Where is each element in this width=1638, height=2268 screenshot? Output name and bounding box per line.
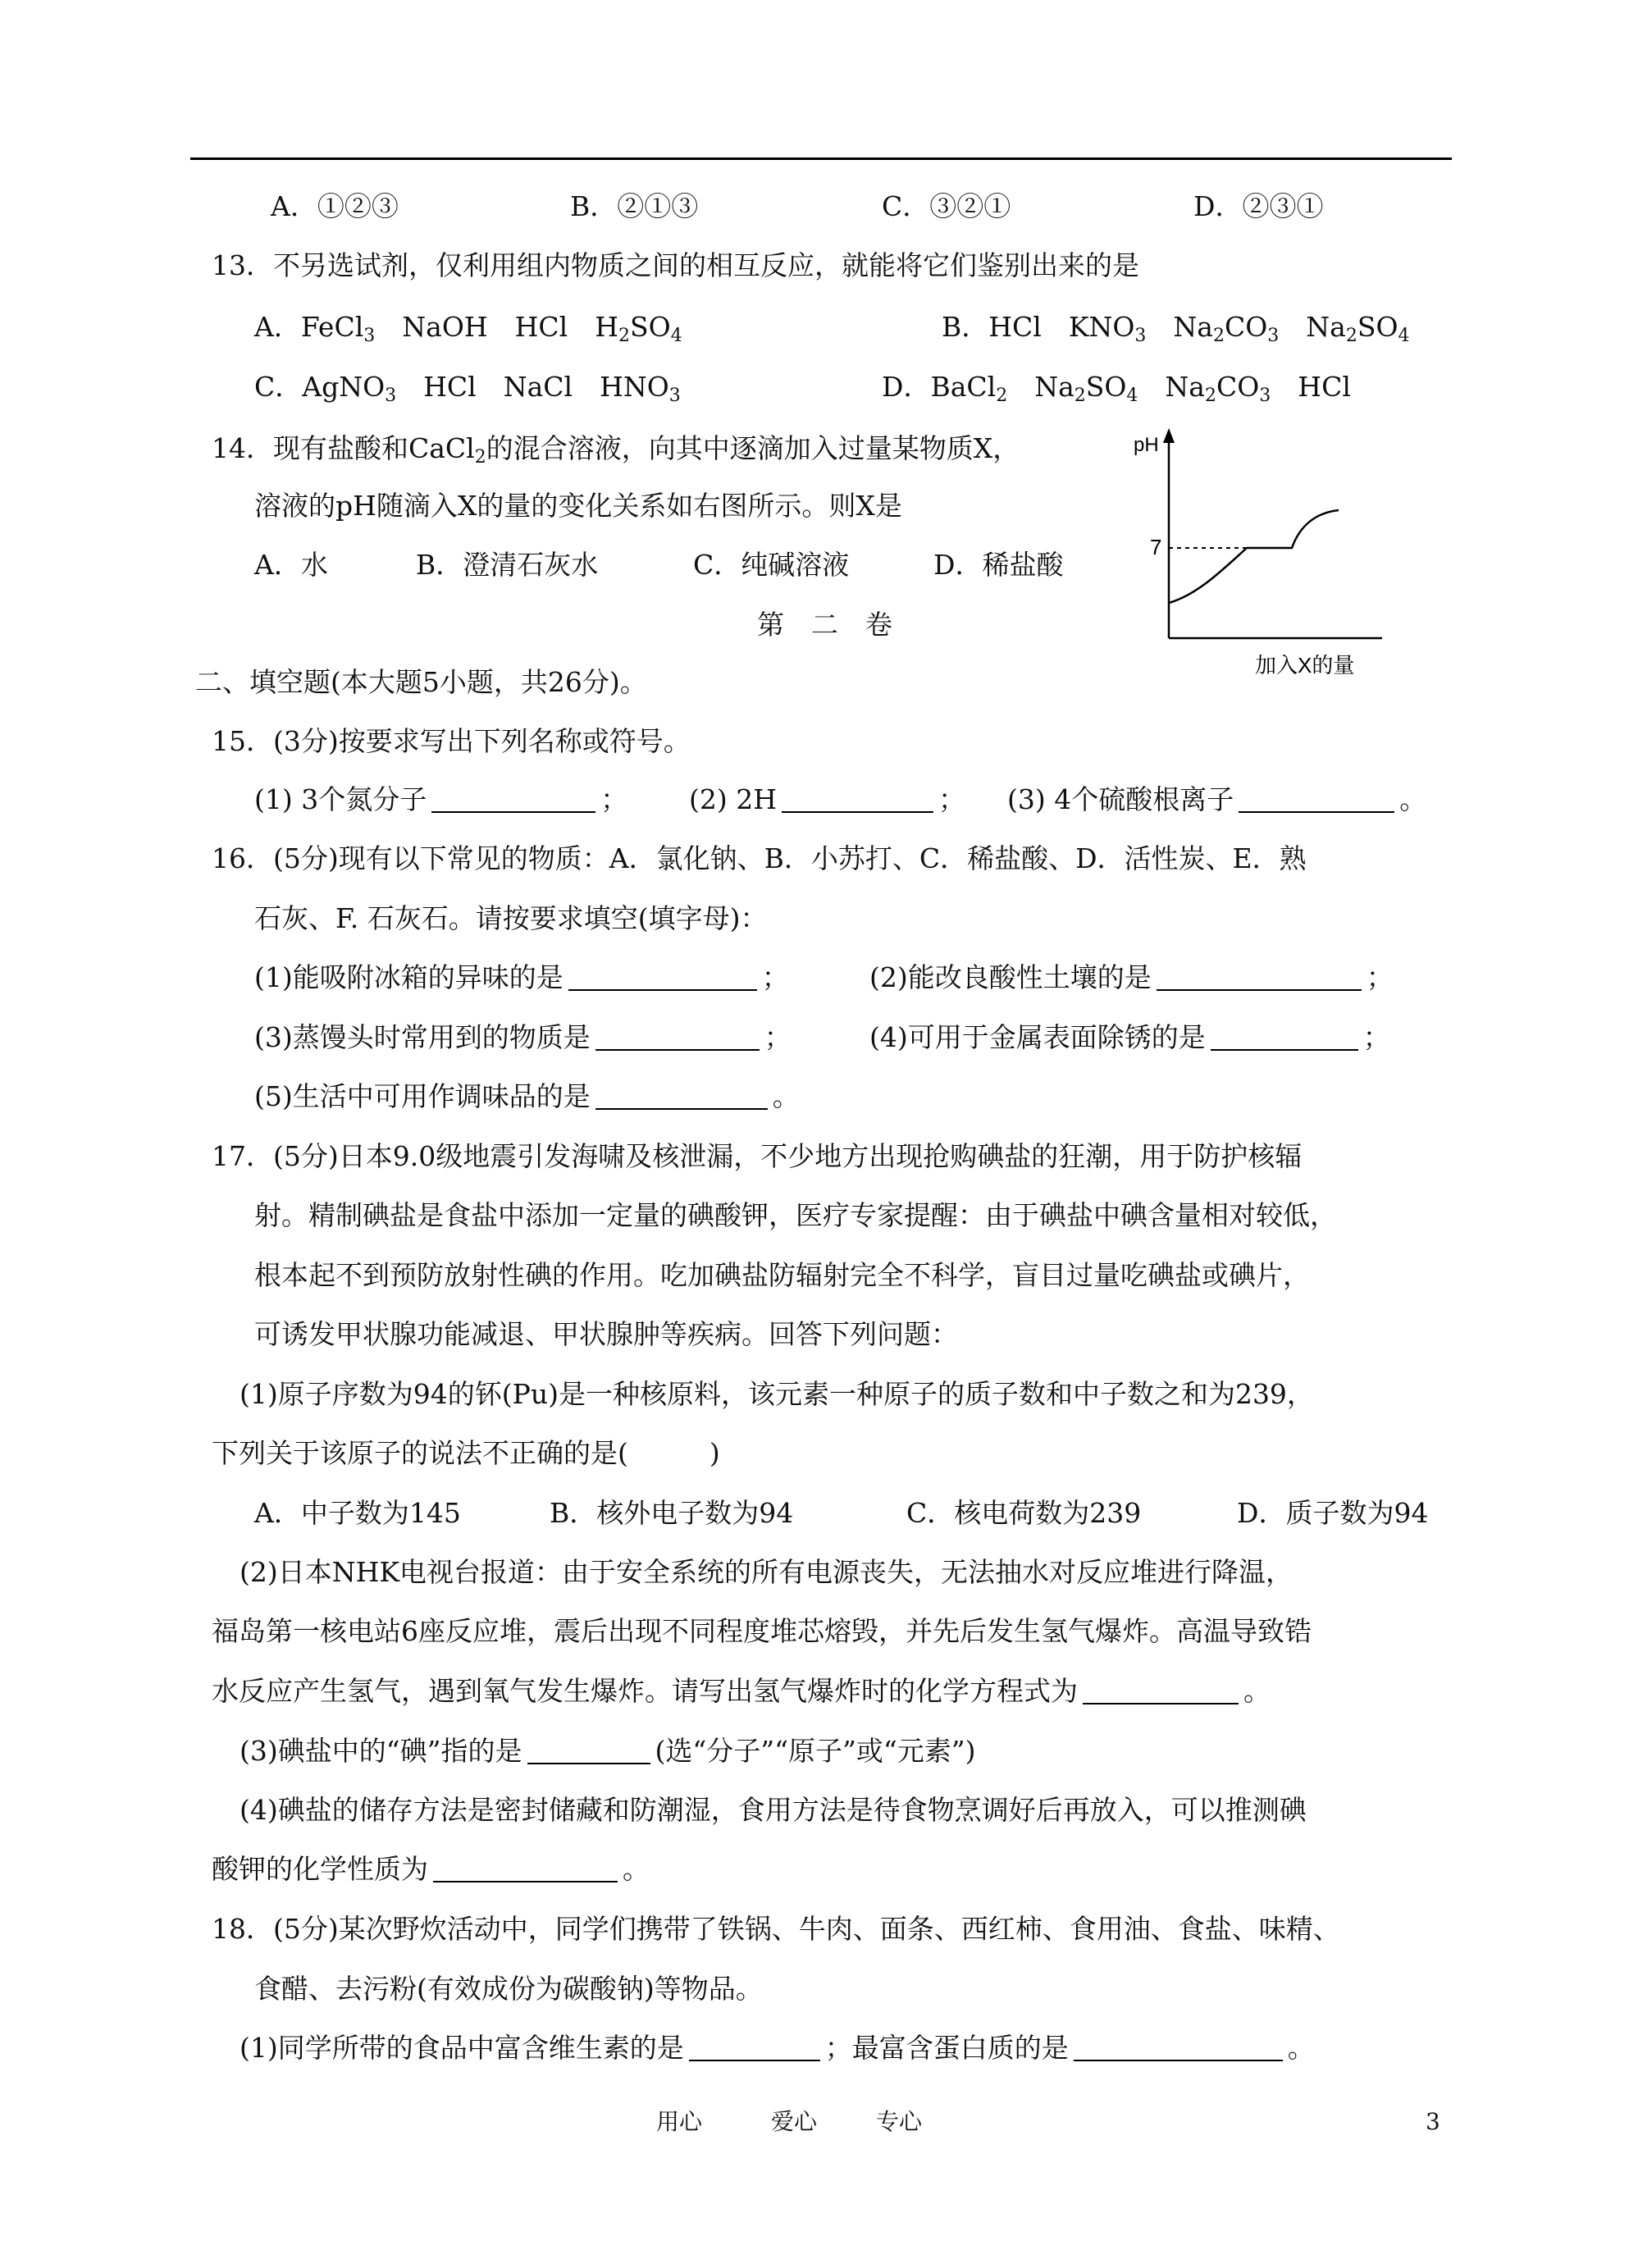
q16-part5-label: (5)生活中可用作调味品的是 [254, 1080, 591, 1112]
q17-option-a: A．中子数为145 [254, 1497, 461, 1529]
q16-part1-label: (1)能吸附冰箱的异味的是 [254, 961, 563, 993]
q17-stem-line3: 根本起不到预防放射性碘的作用。吃加碘盐防辐射完全不科学，盲目过量吃碘盐或碘片， [254, 1259, 1310, 1291]
q16-part2: (2)能改良酸性土壤的是 ； [869, 961, 1394, 993]
q17-sub3-tail: (选“分子”“原子”或“元素”) [655, 1735, 976, 1767]
q18-stem-line1: 18．(5分)某次野炊活动中，同学们携带了铁锅、牛肉、面条、西红柿、食用油、食盐、味精、 [212, 1913, 1340, 1945]
q13-option-a: A．FeCl$_3$ NaOH HCl $H_2SO_4$ [254, 311, 682, 346]
q13-stem: 13．不另选试剂，仅利用组内物质之间的相互反应，就能将它们鉴别出来的是 [212, 249, 1139, 281]
graph-y-arrow [1163, 428, 1175, 443]
q17-blank-3[interactable] [527, 1738, 650, 1764]
footer-left: 用心 [656, 2109, 703, 2134]
q15-part3-label: (3) 4个硫酸根离子 [1007, 783, 1234, 815]
q15-blank-3[interactable] [1239, 787, 1394, 813]
footer-mid: 爱心 [771, 2109, 818, 2134]
graph-y-label: pH [1134, 434, 1159, 456]
q16-blank-5[interactable] [595, 1084, 768, 1110]
q17-sub2-line2: 福岛第一核电站6座反应堆，震后出现不同程度堆芯熔毁，并先后发生氢气爆炸。高温导致锆 [212, 1615, 1312, 1647]
q14-option-c: C．纯碱溶液 [693, 549, 850, 581]
section-title: 第 二 卷 [757, 609, 892, 641]
q18-sub1: (1)同学所带的食品中富含维生素的是 ；最富含蛋白质的是 。 [240, 2032, 1315, 2064]
q15-stem: 15．(3分)按要求写出下列名称或符号。 [212, 725, 691, 757]
q16-stem-line1: 16．(5分)现有以下常见的物质：A．氯化钠、B．小苏打、C．稀盐酸、D．活性炭、E．熟 [212, 842, 1307, 874]
graph-x-label: 加入X的量 [1255, 653, 1355, 678]
q16-part3: (3)蒸馒头时常用到的物质是 ； [254, 1021, 792, 1053]
graph-tick-7: 7 [1150, 535, 1162, 559]
q15-blank-1[interactable] [431, 787, 595, 813]
q12-option-d: D．②③① [1193, 190, 1324, 222]
q18-blank-1[interactable] [689, 2035, 820, 2061]
q16-blank-4[interactable] [1211, 1024, 1358, 1051]
q16-blank-2[interactable] [1157, 965, 1362, 991]
q16-stem-line2: 石灰、F. 石灰石。请按要求填空(填字母)： [254, 902, 768, 934]
q17-blank-2[interactable] [1083, 1678, 1239, 1704]
q12-option-c: C．③②① [882, 190, 1011, 222]
q16-part2-label: (2)能改良酸性土壤的是 [869, 961, 1152, 993]
q17-stem-line4: 可诱发甲状腺功能减退、甲状腺肿等疾病。回答下列问题： [254, 1318, 958, 1350]
q17-sub4-line1: (4)碘盐的储存方法是密封储藏和防潮湿，食用方法是待食物烹调好后再放入，可以推测碘 [240, 1794, 1307, 1826]
q14-option-d: D．稀盐酸 [933, 549, 1064, 581]
q13-option-d: D．BaCl$_2$ $Na_2SO_4$ $Na_2CO_3$ HCl [882, 371, 1351, 406]
q17-blank-4[interactable] [433, 1856, 618, 1882]
q16-part4: (4)可用于金属表面除锈的是 ； [869, 1021, 1390, 1053]
q18-stem-line2: 食醋、去污粉(有效成份为碳酸钠)等物品。 [254, 1973, 763, 2005]
q16-blank-3[interactable] [595, 1024, 760, 1051]
q17-sub3 [240, 1735, 976, 1767]
q17-option-d: D．质子数为94 [1237, 1497, 1429, 1529]
q18-blank-2[interactable] [1074, 2035, 1283, 2061]
ph-graph [1132, 418, 1403, 685]
q15-part3: (3) 4个硫酸根离子 。 [1007, 783, 1427, 815]
q18-sub1-text-a: (1)同学所带的食品中富含维生素的是 [240, 2032, 684, 2064]
q14-stem-line2: 溶液的pH随滴入X的量的变化关系如右图所示。则X是 [254, 490, 902, 522]
q16-part3-label: (3)蒸馒头时常用到的物质是 [254, 1021, 591, 1053]
page-number: 3 [1426, 2108, 1440, 2135]
q17-sub1-line1: (1)原子序数为94的钚(Pu)是一种核原料，该元素一种原子的质子数和中子数之和为239， [240, 1378, 1314, 1410]
q17-sub3-text: (3)碘盐中的“碘”指的是 [240, 1735, 522, 1767]
q12-option-b: B．②①③ [570, 190, 699, 222]
q15-part1: (1) 3个氮分子 ； [254, 783, 628, 815]
q17-option-b: B．核外电子数为94 [550, 1497, 794, 1529]
footer-right: 专心 [876, 2109, 923, 2134]
q17-stem-line1: 17．(5分)日本9.0级地震引发海啸及核泄漏，不少地方出现抢购碘盐的狂潮，用于防护核辐 [212, 1140, 1303, 1172]
q17-stem-line2: 射。精制碘盐是食盐中添加一定量的碘酸钾，医疗专家提醒：由于碘盐中碘含量相对较低， [254, 1199, 1337, 1231]
q12-option-a: A．①②③ [271, 190, 399, 222]
section-heading: 二、填空题(本大题5小题，共26分)。 [195, 666, 647, 698]
q15-blank-2[interactable] [782, 787, 933, 813]
q17-option-c: C．核电荷数为239 [906, 1497, 1142, 1529]
q16-part5: (5)生活中可用作调味品的是 。 [254, 1080, 800, 1112]
q16-part1: (1)能吸附冰箱的异味的是 ； [254, 961, 789, 993]
q14-option-a: A．水 [254, 549, 328, 581]
q15-part2: (2) 2H ； [689, 783, 966, 815]
q18-sub1-text-b: ；最富含蛋白质的是 [824, 2032, 1069, 2064]
q16-blank-1[interactable] [568, 965, 757, 991]
header-rule [190, 157, 1452, 160]
q15-part2-label: (2) 2H [689, 783, 778, 815]
q17-sub2-line1: (2)日本NHK电视台报道：由于安全系统的所有电源丧失，无法抽水对反应堆进行降温， [240, 1556, 1294, 1588]
q13-option-c: C．AgNO$_3$ HCl NaCl $HNO_3$ [254, 371, 681, 406]
graph-curve [1169, 510, 1339, 603]
q17-sub1-line2: 下列关于该原子的说法不正确的是( ) [212, 1437, 720, 1469]
q16-part4-label: (4)可用于金属表面除锈的是 [869, 1021, 1206, 1053]
q17-sub2-line3-text: 水反应产生氢气，遇到氧气发生爆炸。请写出氢气爆炸时的化学方程式为 [212, 1675, 1078, 1707]
q17-sub2-line3: 水反应产生氢气，遇到氧气发生爆炸。请写出氢气爆炸时的化学方程式为 。 [212, 1675, 1271, 1707]
q14-stem-line1: 14．现有盐酸和CaCl$_2$的混合溶液，向其中逐滴加入过量某物质X， [212, 432, 1020, 468]
q14-option-b: B．澄清石灰水 [416, 549, 599, 581]
q17-sub4-line2-text: 酸钾的化学性质为 [212, 1853, 428, 1885]
q13-option-b: B．HCl $KNO_3$ $Na_2CO_3$ $Na_2SO_4$ [942, 311, 1410, 346]
q17-sub4-line2: 酸钾的化学性质为 。 [212, 1853, 650, 1885]
q15-part1-label: (1) 3个氮分子 [254, 783, 427, 815]
